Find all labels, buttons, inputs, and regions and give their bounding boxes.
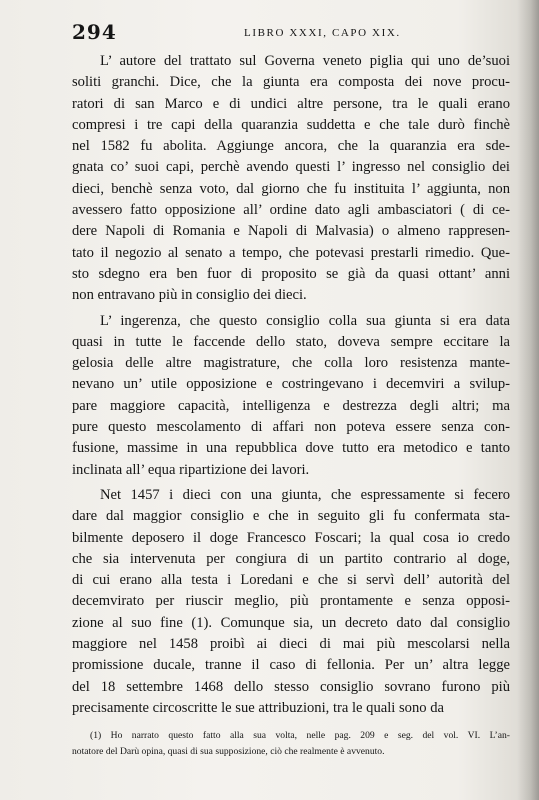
text-line: avessero fatto opposizione all’ ordine dato agli ambasciatori ( di ce- — [72, 202, 510, 219]
footnotes — [72, 728, 510, 760]
body-text — [72, 51, 510, 723]
text-line: gnata co’ suoi capi, perchè avendo questi l’ ingresso nel consiglio dei — [72, 159, 510, 176]
paragraph — [72, 51, 510, 307]
text-line: dare dal maggior consiglio e che in seguito gli fu confermata sta- — [72, 508, 510, 525]
text-line: soliti granchi. Dice, che la giunta era composta dei nove procu- — [72, 74, 510, 91]
text-line: sto sdegno era ben fuor di proposito se già da quasi ottant’ anni — [72, 265, 510, 282]
text-line: fusione, massime in una repubblica dove tutto era metodico e tanto — [72, 440, 510, 457]
page-number: 294 — [72, 20, 117, 44]
text-line: pare maggiore capacità, intelligenza e destrezza degli altri; ma — [72, 397, 510, 414]
text-line: pure questo mescolamento di affari non poteva essere senza con- — [72, 419, 510, 436]
running-head: LIBRO XXXI, CAPO XIX. — [244, 27, 401, 39]
text-line: compresi i tre capi della quaranzia suddetta e che tale durò finchè — [72, 116, 510, 133]
text-line: L’ ingerenza, che questo consiglio colla sua giunta si era data — [100, 312, 510, 329]
text-line: promissione ducale, tranne il caso di fellonia. Per un’ altra legge — [72, 657, 510, 674]
text-line: quasi in tutte le faccende dello stato, doveva sempre eccitare la — [72, 333, 510, 350]
text-line: inclinata all’ equa ripartizione dei lavori. — [72, 461, 310, 478]
text-line: L’ autore del trattato sul Governa veneto piglia qui uno de’suoi — [100, 53, 510, 69]
text-line: di cui erano alla testa i Loredani e che si servì dell’ autorità del — [72, 572, 510, 589]
text-line: precisamente circoscritte le sue attribuzioni, tra le quali sono da — [72, 699, 444, 716]
text-line: zione al suo fine (1). Comunque sia, un decreto dato dal consiglio — [72, 614, 510, 631]
page-edge-shadow — [517, 0, 539, 800]
paragraph — [72, 311, 510, 481]
text-line: bilmente deposero il doge Francesco Foscari; la qual cosa io credo — [72, 529, 510, 546]
text-line: dere Napoli di Romania e Napoli di Malvasia) o almeno rappresen- — [72, 223, 510, 240]
text-line: nevano un’ utile opposizione e costringevano i decemviri a svilup- — [72, 376, 510, 393]
text-line: dieci, benchè senza voto, dal giorno che fu instituita l’ aggiunta, non — [72, 180, 510, 197]
text-line: gelosia delle altre magistrature, che colla loro resistenza mante- — [72, 355, 510, 372]
paragraph — [72, 485, 510, 719]
text-line: maggiore nel 1458 proibì ai dieci di mai più mescolarsi nella — [72, 636, 510, 653]
text-line: ratori di san Marco e di undici altre persone, tra le quali erano — [72, 95, 510, 112]
page-header — [72, 20, 499, 44]
footnote-line: (1) Ho narrato questo fatto alla sua volta, nelle pag. 209 e seg. del vol. VI. L’an- — [90, 730, 510, 741]
footnote-line: notatore del Darù opina, quasi di sua supposizione, ciò che realmente è avvenuto. — [72, 746, 385, 757]
text-line: nel 1582 fu abolita. Aggiunge ancora, che la quaranzia era sde- — [72, 138, 510, 155]
text-line: decemvirato per riuscir meglio, più prontamente e senza opposi- — [72, 593, 510, 610]
text-line: tato il negozio al senato a tempo, che potevasi prestarli rimedio. Que- — [72, 244, 510, 261]
text-line: Net 1457 i dieci con una giunta, che espressamente si fecero — [100, 486, 510, 503]
text-line: del 18 settembre 1468 dello stesso consiglio sovrano furono più — [72, 678, 510, 695]
text-line: che sia intervenuta per congiura di un partito contrario al doge, — [72, 550, 510, 567]
text-line: non entravano più in consiglio dei dieci. — [72, 287, 307, 304]
footnote — [72, 728, 510, 760]
